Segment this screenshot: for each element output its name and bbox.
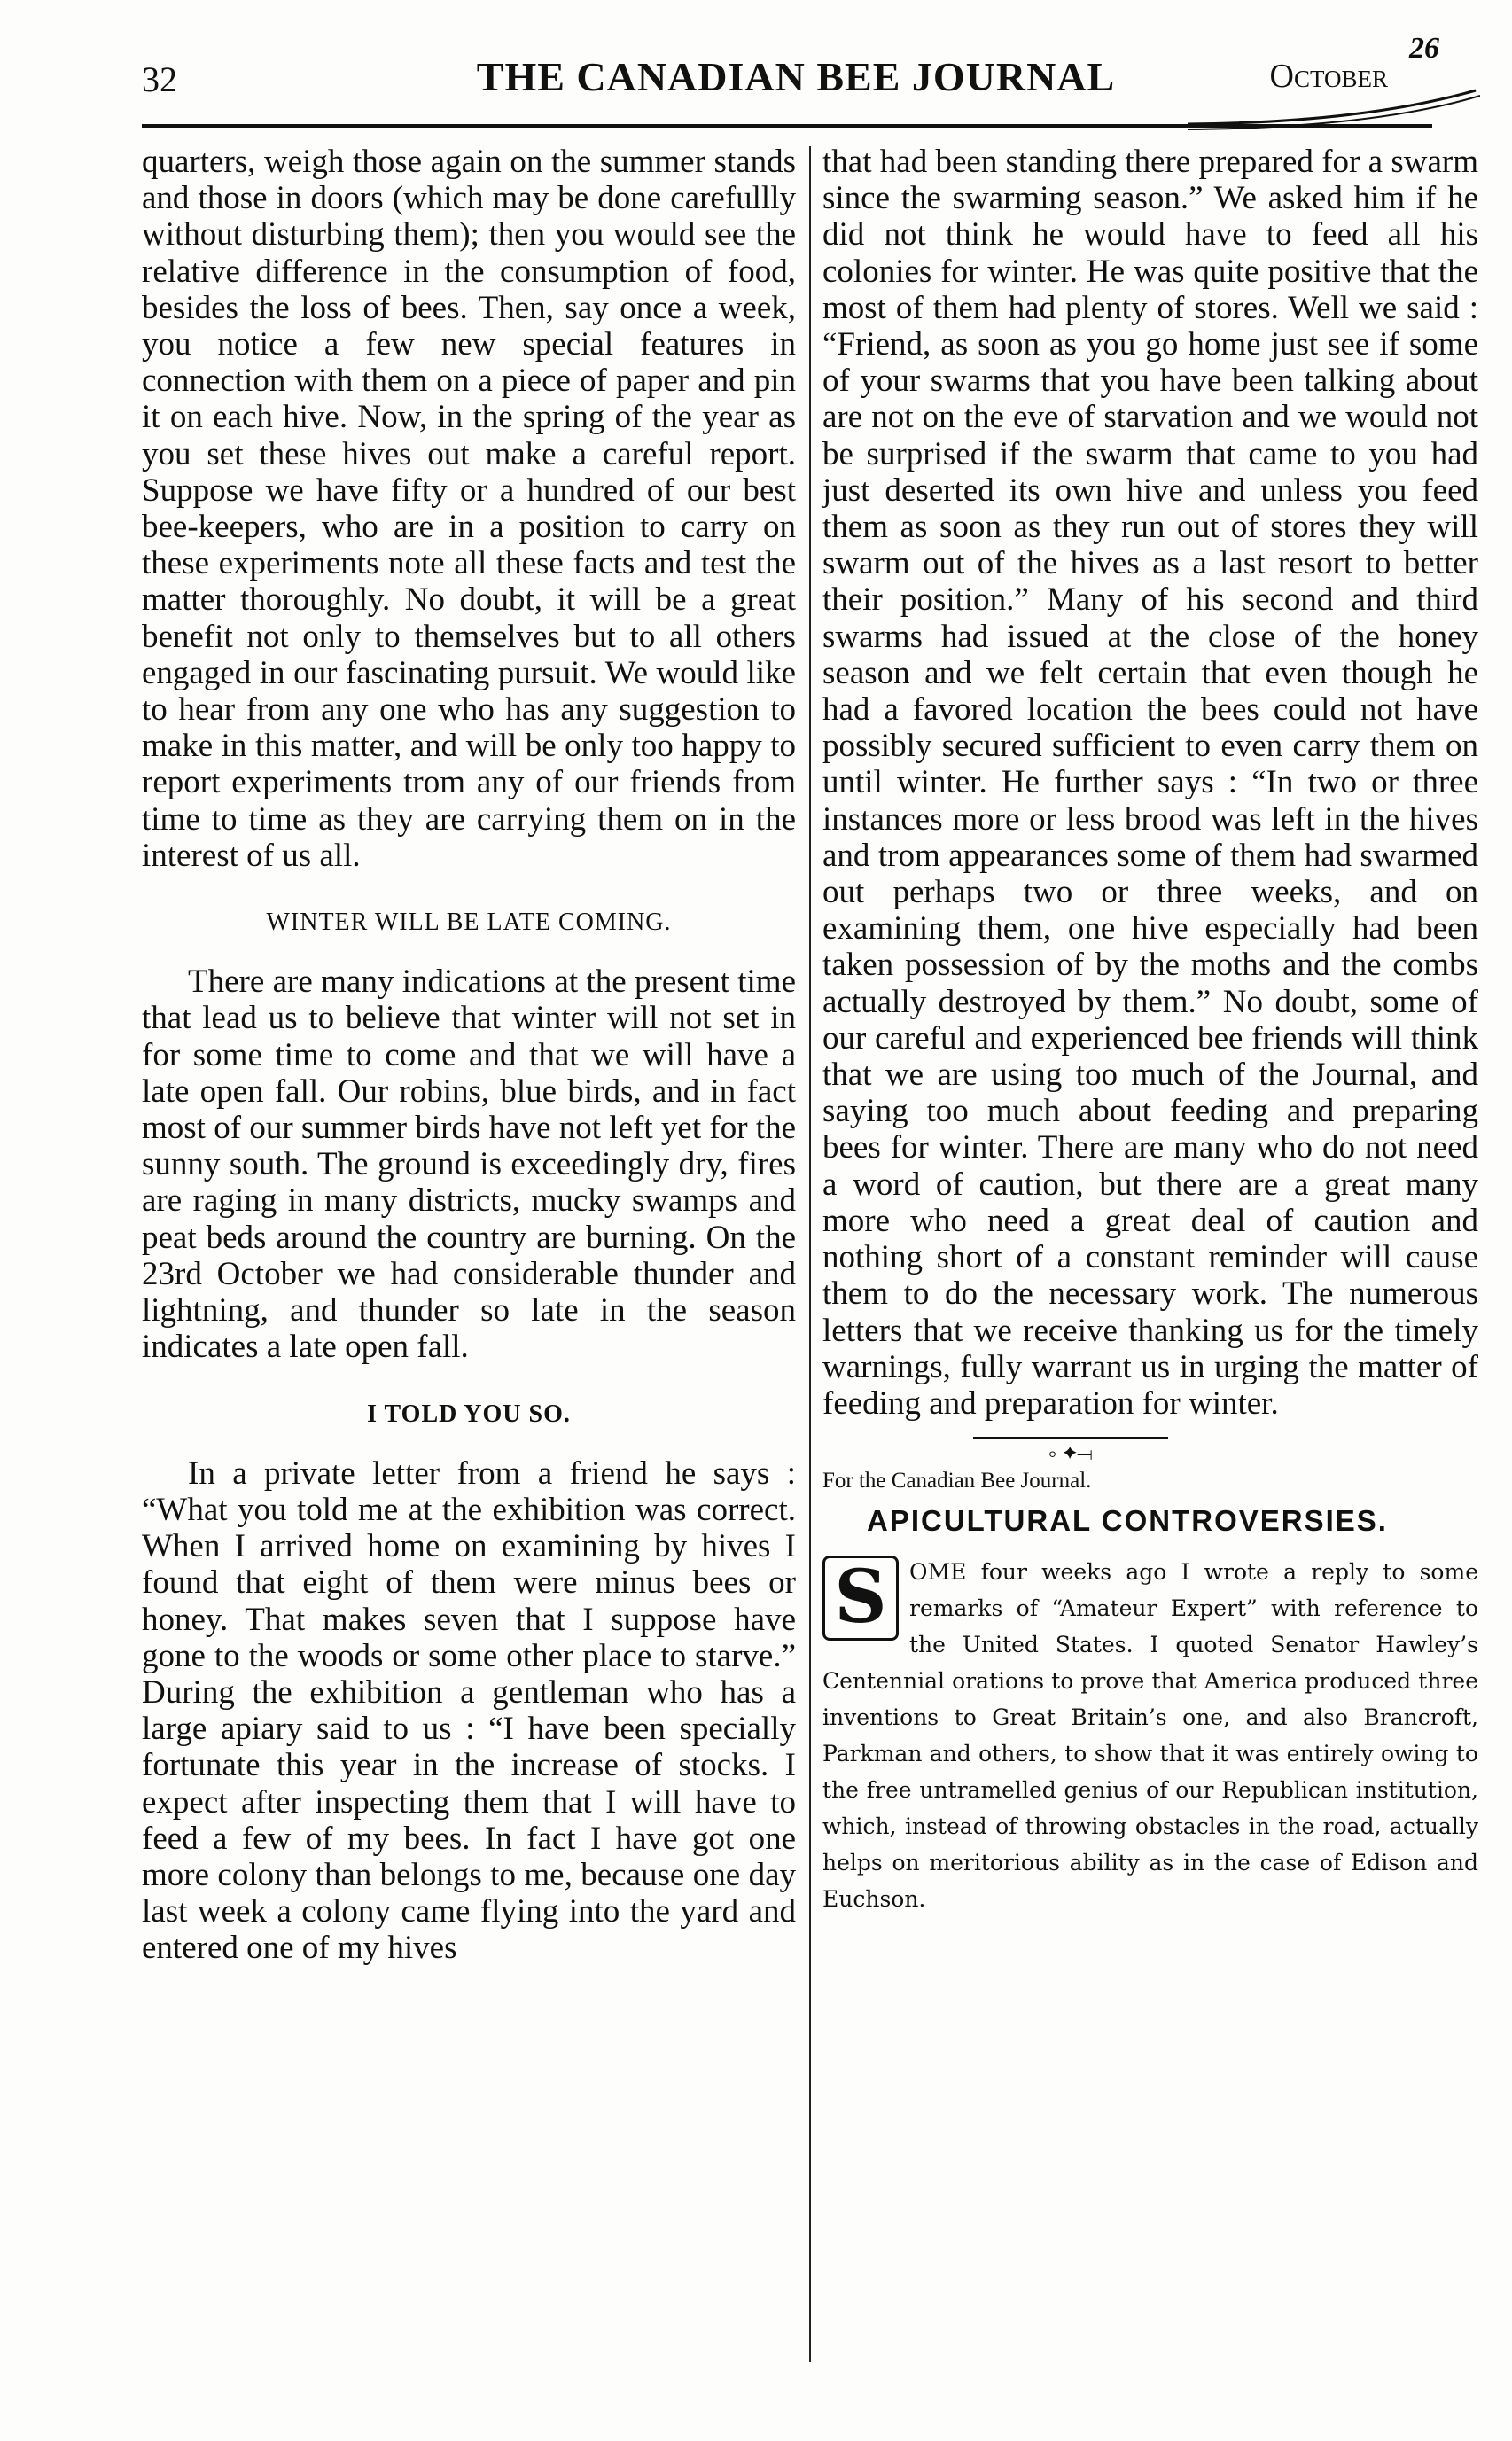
header-rule-curve: [1188, 89, 1480, 133]
right-column: [822, 144, 1478, 1917]
dropcap: [822, 1556, 899, 1641]
continued-paragraph: that had been standing there prepared for a swarm since the swarming season.” We asked him if he did not think he would have to feed all his colonies for winter. He was quite positive that the most of them had plenty of stores. Well we said : “Friend, as soon as you go home just see if some of your swarms that you have been talking about are not on the eve of starvation and we would not be surprised if the swarm that came to you had just deserted its own hive and unless you feed them as soon as they run out of stores they will swarm out of the hives as a last resort to better their position.” Many of his second and third swarms had issued at the close of the honey season and we felt certain that even though he had a favored location the bees could not have possibly secured sufficient to even carry them on until winter. He further says : “In two or three instances more or less brood was left in the hives and trom appearances some of them had swarmed out perhaps two or three weeks, and on examining them, one hive especially had been taken possession of by the moths and the combs actually destroyed by them.” No doubt, some of our careful and experienced bee friends will think that we are using too much of the Journal, and saying too much about feeding and preparing bees for winter. There are many who do not need a word of caution, but there are a great many more who need a great deal of caution and nothing short of a constant reminder will cause them to do the necessary work. The numerous letters that we receive thanking us for the timely warnings, fully warrant us in urging the matter of feeding and preparation for winter.: [822, 144, 1478, 1422]
told-you-so-paragraph: In a private letter from a friend he says : “What you told me at the exhibition was correct. When I arrived home on examining by hives I found that eight of them were minus bees or honey. That makes seven that I suppose have gone to the woods or some other place to starve.” During the exhibition a gentleman who has a large apiary said to us : “I have been specially fortunate this year in the increase of stocks. I expect after inspecting them that I will have to feed a few of my bees. In fact I have got one more colony than belongs to me, because one day last week a colony came flying into the yard and entered one of my hives: [142, 1454, 796, 1967]
section-heading-told-you-so: I TOLD YOU SO.: [367, 1400, 571, 1428]
ornament-glyph: ⟜✦⟞: [1043, 1444, 1097, 1463]
article-paragraph: OME four weeks ago I wrote a reply to some remarks of “Amateur Expert” with reference to the United States. I quoted Senator Hawley’s Centennial orations to prove that America produced three inventions to Great Britain’s one, and also Brancroft, Parkman and others, to show that it was entirely owing to the free untramelled genius of our Republican institution, which, instead of throwing obstacles in the road, actually helps on meritorious ability as in the case of Edison and Euchson.: [822, 1558, 1478, 1912]
issue-day: 26: [1409, 32, 1439, 65]
section-ornament: [973, 1431, 1168, 1464]
article-title: APICULTURAL CONTROVERSIES.: [867, 1504, 1388, 1538]
left-column: [142, 144, 796, 1967]
journal-title: THE CANADIAN BEE JOURNAL: [476, 54, 1116, 99]
article-body: [822, 1554, 1478, 1917]
page-number: 32: [142, 59, 177, 99]
intro-paragraph: quarters, weigh those again on the summer stands and those in doors (which may be done carefullly without disturbing them); then you would see the relative difference in the consumption of food, besides the loss of bees. Then, say once a week, you notice a few new special features in connection with them on a piece of paper and pin it on each hive. Now, in the spring of the year as you set these hives out make a careful report. Suppose we have fifty or a hundred of our best bee-keepers, who are in a position to carry on these experiments note all these facts and test the matter thoroughly. No doubt, it will be a great benefit not only to themselves but to all others engaged in our fascinating pursuit. We would like to hear from any one who has any suggestion to make in this matter, and will be only too happy to report experiments trom any of our friends from time to time as they are carrying them on in the interest of us all.: [142, 144, 796, 874]
dropcap-letter: S: [834, 1554, 887, 1640]
section-heading-winter: WINTER WILL BE LATE COMING.: [266, 909, 672, 937]
article-byline: For the Canadian Bee Journal.: [822, 1469, 1092, 1493]
winter-paragraph: There are many indications at the present time that lead us to believe that winter will not set in for some time to come and that we will have a late open fall. Our robins, blue birds, and in fact most of our summer birds have not left yet for the sunny south. The ground is exceedingly dry, fires are raging in many districts, mucky swamps and peat beds around the country are burning. On the 23rd October we had considerable thunder and lightning, and thunder so late in the season indicates a late open fall.: [142, 963, 796, 1366]
issue-month: October: [1269, 58, 1388, 95]
column-divider: [809, 146, 811, 2362]
